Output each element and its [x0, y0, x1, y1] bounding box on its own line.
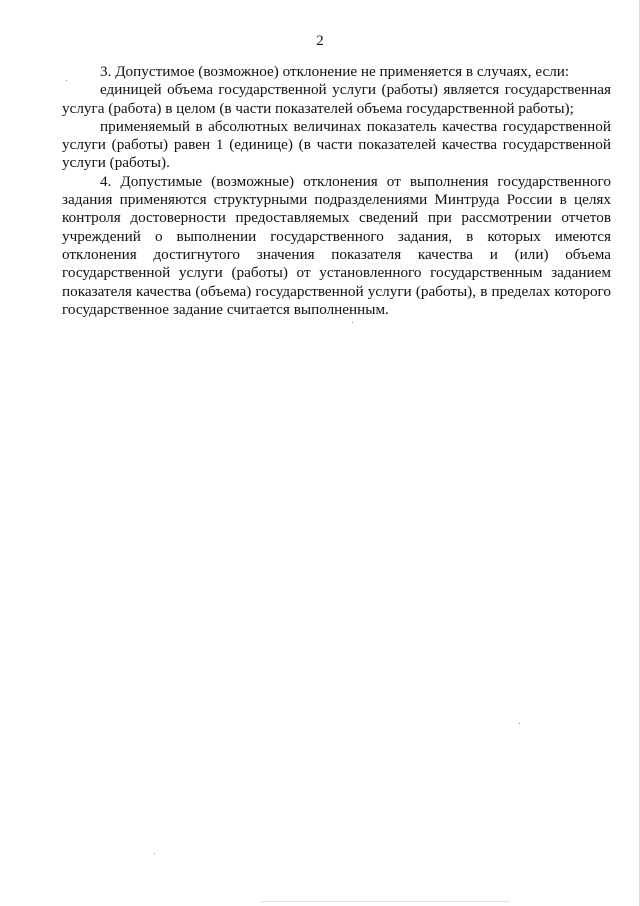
scan-speck	[519, 723, 520, 724]
scan-edge-line	[260, 901, 510, 902]
page-number: 2	[316, 33, 324, 49]
paragraph-3-case-volume: единицей объема государственной услуги (работы) является государственная услуга (работа) в целом (в части показателей объема государственной работы);	[62, 81, 611, 117]
paragraph-3-case-quality: применяемый в абсолютных величинах показатель качества государственной услуги (работы) равен 1 (единице) (в части показателей качества государственной услуги (работы).	[62, 117, 611, 172]
paragraph-4: 4. Допустимые (возможные) отклонения от выполнения государственного задания применяются структурными подразделениями Минтруда России в целях контроля достоверности предоставляемых сведений при рассмотрении отчетов учреждений о выполнении государственного задания, в которых имеются отклонения достигнутого значения показателя качества и (или) объема государственной услуги (работы) от установленного государственным заданием показателя качества (объема) государственной услуги (работы), в пределах которого государственное задание считается выполненным.	[62, 172, 611, 318]
document-body	[62, 63, 611, 319]
scan-speck	[154, 853, 155, 854]
scan-speck	[66, 80, 67, 81]
paragraph-3-intro: 3. Допустимое (возможное) отклонение не применяется в случаях, если:	[100, 63, 570, 80]
scan-speck	[352, 322, 353, 323]
